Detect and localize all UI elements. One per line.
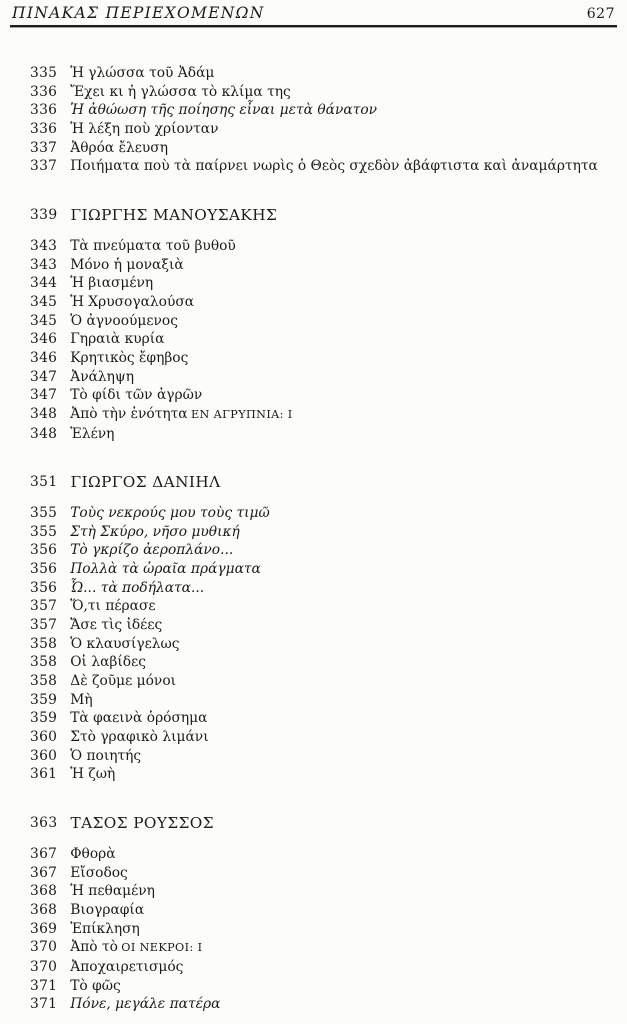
toc-entry bbox=[0, 237, 627, 256]
toc-entry bbox=[0, 920, 627, 939]
toc-entry bbox=[0, 845, 627, 864]
section-author-name: ΤΑΣΟΣ ΡΟΥΣΣΟΣ bbox=[70, 814, 214, 832]
entry-title bbox=[70, 958, 183, 977]
entry-page-number: 357 bbox=[30, 598, 58, 615]
entry-title-smallcaps: ΕΝ ΑΓΡΥΠΝΙΑ: Ι bbox=[190, 407, 293, 421]
entry-title bbox=[70, 83, 290, 102]
toc-entry bbox=[0, 938, 627, 958]
entry-title bbox=[70, 977, 121, 996]
entry-page-number: 337 bbox=[30, 158, 58, 175]
toc-entry bbox=[0, 368, 627, 387]
entry-page-number: 359 bbox=[30, 710, 58, 727]
toc-entry bbox=[0, 386, 627, 405]
entry-page-number: 336 bbox=[30, 120, 58, 137]
entry-title-text: Στὴ Σκύρο, νῆσο μυθική bbox=[70, 523, 240, 540]
entry-title bbox=[70, 579, 204, 598]
entry-page-number: 344 bbox=[30, 275, 58, 292]
entry-title-text: Πόνε, μεγάλε πατέρα bbox=[70, 996, 221, 1013]
entry-title-text: Κρητικὸς ἔφηβος bbox=[70, 349, 189, 366]
toc-entry bbox=[0, 728, 627, 747]
entry-title bbox=[70, 938, 202, 958]
entry-title bbox=[70, 728, 208, 747]
entry-title bbox=[70, 425, 114, 444]
entry-title bbox=[70, 995, 220, 1014]
entry-title-text: Ἡ βιασμένη bbox=[70, 275, 154, 292]
entry-title bbox=[70, 312, 178, 331]
entry-title-text: Ἡ λέξη ποὺ χρίονταν bbox=[70, 120, 219, 137]
entry-page-number: 370 bbox=[30, 939, 58, 956]
entry-page-number: 356 bbox=[30, 542, 58, 559]
toc-entry bbox=[0, 901, 627, 920]
entry-page-number: 358 bbox=[30, 673, 58, 690]
toc-entry bbox=[0, 504, 627, 523]
entry-title-text: Γηραιὰ κυρία bbox=[70, 331, 165, 348]
entry-page-number: 358 bbox=[30, 635, 58, 652]
entry-title bbox=[70, 256, 183, 275]
toc-entry bbox=[0, 293, 627, 312]
toc-entry bbox=[0, 672, 627, 691]
entry-page-number: 356 bbox=[30, 561, 58, 578]
entry-page-number: 356 bbox=[30, 579, 58, 596]
toc-entry bbox=[0, 312, 627, 331]
toc-entry bbox=[0, 274, 627, 293]
entry-page-number: 347 bbox=[30, 387, 58, 404]
entry-title-text: Τὰ πνεύματα τοῦ βυθοῦ bbox=[70, 237, 236, 254]
entry-title-text: Οἱ λαβίδες bbox=[70, 654, 146, 671]
entry-title bbox=[70, 504, 270, 523]
entry-page-number: 368 bbox=[30, 883, 58, 900]
entry-title-text: Ὦ... τὰ ποδήλατα... bbox=[70, 579, 205, 596]
toc-entry bbox=[0, 120, 627, 139]
toc-entry bbox=[0, 616, 627, 635]
section-page-number: 351 bbox=[30, 474, 58, 491]
entry-page-number: 369 bbox=[30, 920, 58, 937]
toc-entry bbox=[0, 864, 627, 883]
entry-title-text: Ὁ ἀγνοούμενος bbox=[70, 312, 178, 329]
entry-title bbox=[70, 293, 194, 312]
entry-title bbox=[70, 635, 179, 654]
entry-title-text: Ἡ Χρυσογαλούσα bbox=[70, 293, 195, 310]
entry-title-text: Ἑλένη bbox=[70, 425, 115, 442]
toc-entry bbox=[0, 83, 627, 102]
entry-title bbox=[70, 349, 188, 368]
section-heading bbox=[0, 472, 627, 492]
entry-title-text: Ἄσε τὶς ἰδέες bbox=[70, 617, 163, 634]
entry-title bbox=[70, 386, 202, 405]
toc-entry bbox=[0, 560, 627, 579]
section-heading bbox=[0, 205, 627, 225]
entry-page-number: 336 bbox=[30, 102, 58, 119]
entry-title-text: Στὸ γραφικὸ λιμάνι bbox=[70, 729, 209, 746]
entry-title-text: Ἀπὸ τὴν ἑνότητα bbox=[70, 405, 188, 422]
entry-title bbox=[70, 597, 155, 616]
entry-title-text: Ἡ πεθαμένη bbox=[70, 883, 155, 900]
entry-title-text: Δὲ ζοῦμε μόνοι bbox=[70, 673, 177, 690]
entry-page-number: 343 bbox=[30, 237, 58, 254]
entry-title-text: Ἐπίκληση bbox=[70, 920, 140, 937]
section-author-name: ΓΙΩΡΓΟΣ ΔΑΝΙΗΛ bbox=[70, 473, 221, 492]
entry-title-text: Μόνο ἡ μοναξιὰ bbox=[70, 256, 184, 273]
toc-entry bbox=[0, 425, 627, 444]
toc-entry bbox=[0, 139, 627, 158]
toc-entry bbox=[0, 635, 627, 654]
entry-title bbox=[70, 139, 168, 158]
entry-title bbox=[70, 120, 218, 139]
toc-entry bbox=[0, 653, 627, 672]
entry-page-number: 357 bbox=[30, 617, 58, 634]
section-page-number: 363 bbox=[30, 815, 58, 831]
entry-page-number: 347 bbox=[30, 368, 58, 385]
entry-title bbox=[70, 653, 146, 672]
entry-page-number: 360 bbox=[30, 747, 58, 764]
page-header bbox=[12, 4, 615, 22]
toc-entry bbox=[0, 157, 627, 176]
entry-title bbox=[70, 101, 377, 120]
entry-title-text: Βιογραφία bbox=[70, 901, 145, 918]
entry-title-text: Ἀνάληψη bbox=[70, 368, 134, 385]
entry-title bbox=[70, 368, 134, 387]
toc-list bbox=[0, 64, 627, 1014]
entry-page-number: 361 bbox=[30, 766, 58, 783]
entry-title bbox=[70, 541, 233, 560]
entry-page-number: 371 bbox=[30, 996, 58, 1013]
toc-entry bbox=[0, 691, 627, 710]
entry-title-smallcaps: ΟΙ ΝΕΚΡΟΙ: Ι bbox=[121, 941, 203, 955]
section-heading bbox=[0, 813, 627, 833]
header-rule bbox=[10, 25, 617, 27]
entry-page-number: 335 bbox=[30, 65, 58, 81]
section-page-number: 339 bbox=[30, 206, 58, 223]
entry-page-number: 371 bbox=[30, 977, 58, 994]
toc-entry bbox=[0, 747, 627, 766]
entry-title bbox=[70, 691, 92, 710]
entry-page-number: 367 bbox=[30, 864, 58, 881]
toc-entry bbox=[0, 541, 627, 560]
page-number: 627 bbox=[586, 6, 615, 22]
entry-title bbox=[70, 274, 153, 293]
entry-page-number: 346 bbox=[30, 331, 58, 348]
entry-title-text: Φθορὰ bbox=[70, 846, 116, 862]
entry-title-text: Τὸ γκρίζο ἀεροπλάνο... bbox=[70, 542, 234, 559]
entry-title bbox=[70, 330, 164, 349]
entry-title bbox=[70, 405, 292, 425]
toc-entry bbox=[0, 349, 627, 368]
entry-page-number: 355 bbox=[30, 523, 58, 540]
toc-entry bbox=[0, 765, 627, 784]
entry-title bbox=[70, 64, 214, 83]
entry-page-number: 343 bbox=[30, 256, 58, 273]
entry-page-number: 367 bbox=[30, 846, 58, 862]
entry-title bbox=[70, 920, 140, 939]
entry-title bbox=[70, 616, 162, 635]
entry-title bbox=[70, 709, 207, 728]
entry-page-number: 337 bbox=[30, 139, 58, 156]
entry-title bbox=[70, 672, 176, 691]
entry-title-text: Ποιήματα ποὺ τὰ παίρνει νωρὶς ὁ Θεὸς σχεδὸν ἀβάφτιστα καὶ ἀναμάρτητα bbox=[70, 158, 598, 175]
entry-title-text: Τὰ φαεινὰ ὁρόσημα bbox=[70, 710, 208, 727]
running-title: ΠΙΝΑΚΑΣ ΠΕΡΙΕΧΟΜΕΝΩΝ bbox=[12, 4, 265, 22]
entry-page-number: 370 bbox=[30, 958, 58, 975]
toc-entry bbox=[0, 709, 627, 728]
entry-page-number: 355 bbox=[30, 505, 58, 522]
toc-entry bbox=[0, 523, 627, 542]
entry-page-number: 346 bbox=[30, 349, 58, 366]
entry-title bbox=[70, 523, 240, 542]
entry-page-number: 345 bbox=[30, 293, 58, 310]
toc-entry bbox=[0, 101, 627, 120]
entry-title-text: Ὁ κλαυσίγελως bbox=[70, 635, 180, 652]
entry-page-number: 360 bbox=[30, 729, 58, 746]
entry-title-text: Τὸ φῶς bbox=[70, 977, 121, 994]
entry-page-number: 348 bbox=[30, 405, 58, 422]
entry-title-text: Πολλὰ τὰ ὡραῖα πράγματα bbox=[70, 561, 261, 578]
entry-title-text: Εἴσοδος bbox=[70, 864, 128, 881]
entry-title bbox=[70, 157, 598, 176]
entry-page-number: 336 bbox=[30, 83, 58, 100]
entry-page-number: 368 bbox=[30, 901, 58, 918]
toc-entry bbox=[0, 882, 627, 901]
toc-entry bbox=[0, 597, 627, 616]
toc-entry bbox=[0, 958, 627, 977]
entry-title bbox=[70, 237, 236, 256]
entry-title-text: Ἀποχαιρετισμός bbox=[70, 958, 184, 975]
entry-title bbox=[70, 765, 115, 784]
toc-entry bbox=[0, 330, 627, 349]
entry-title-text: Ἔχει κι ἡ γλώσσα τὸ κλίμα της bbox=[70, 83, 291, 100]
entry-title-text: Ὁ ποιητής bbox=[70, 747, 142, 764]
toc-entry bbox=[0, 995, 627, 1014]
entry-title-text: Μὴ bbox=[70, 691, 93, 708]
entry-title-text: Ἡ ἀθώωση τῆς ποίησης εἶναι μετὰ θάνατον bbox=[70, 102, 378, 119]
entry-title-text: Ἡ ζωὴ bbox=[70, 766, 116, 783]
entry-page-number: 348 bbox=[30, 425, 58, 442]
toc-entry bbox=[0, 64, 627, 83]
toc-entry bbox=[0, 579, 627, 598]
entry-title bbox=[70, 901, 144, 920]
section-author-name: ΓΙΩΡΓΗΣ ΜΑΝΟΥΣΑΚΗΣ bbox=[70, 205, 278, 224]
entry-title-text: Ἡ γλώσσα τοῦ Ἀδάμ bbox=[70, 65, 215, 81]
entry-title bbox=[70, 864, 128, 883]
entry-title bbox=[70, 845, 115, 864]
entry-page-number: 358 bbox=[30, 654, 58, 671]
entry-page-number: 345 bbox=[30, 312, 58, 329]
entry-title bbox=[70, 882, 155, 901]
toc-entry bbox=[0, 977, 627, 996]
toc-entry bbox=[0, 405, 627, 425]
entry-title bbox=[70, 560, 261, 579]
entry-title-text: Τὸ φίδι τῶν ἀγρῶν bbox=[70, 387, 203, 404]
entry-page-number: 359 bbox=[30, 691, 58, 708]
entry-title-text: Ἀπὸ τὸ bbox=[70, 939, 118, 956]
entry-title-text: Ἀθρόα ἔλευση bbox=[70, 139, 168, 156]
toc-entry bbox=[0, 256, 627, 275]
entry-title bbox=[70, 747, 141, 766]
entry-title-text: Τοὺς νεκρούς μου τοὺς τιμῶ bbox=[70, 505, 270, 522]
entry-title-text: Ὅ,τι πέρασε bbox=[70, 598, 156, 615]
